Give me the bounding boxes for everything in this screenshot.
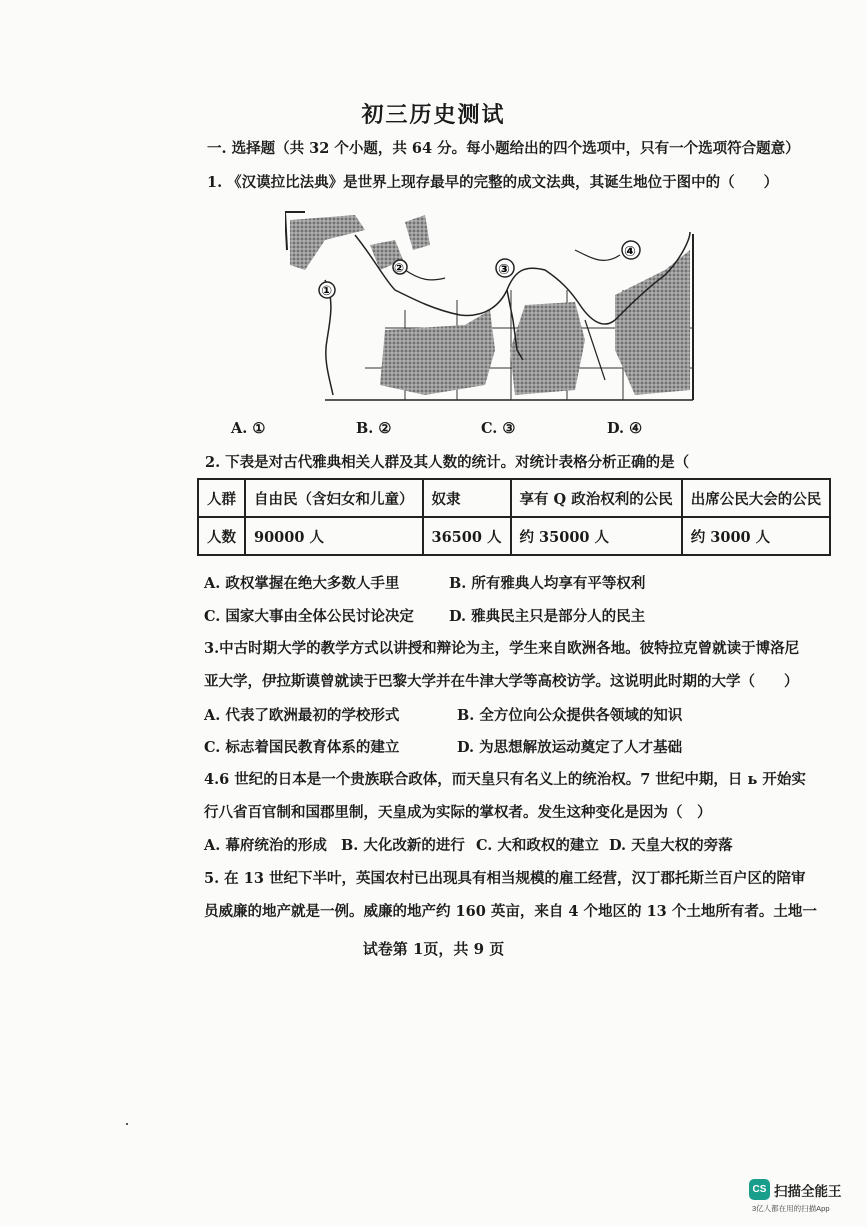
- q1-option-b: B. ②: [356, 420, 392, 437]
- question-5-line-1: 5. 在 13 世纪下半叶，英国农村已出现具有相当规模的雇工经营，汉丁郡托斯兰百户区的陪审: [204, 870, 806, 887]
- athens-population-table: [197, 478, 831, 556]
- question-5-line-2: 员威廉的地产就是一例。威廉的地产约 160 英亩，来自 4 个地区的 13 个土地所有者。土地一: [204, 903, 817, 920]
- table-cell: 享有 Q 政治权利的公民: [511, 479, 682, 517]
- q1-option-c: C. ③: [481, 420, 516, 437]
- table-cell: 人数: [198, 517, 245, 555]
- table-cell: 90000 人: [245, 517, 423, 555]
- q3-option-c: C. 标志着国民教育体系的建立: [204, 739, 400, 756]
- scanner-app-name: 扫描全能王: [774, 1184, 842, 1199]
- scanner-tagline: 3亿人都在用的扫描App: [752, 1204, 830, 1213]
- q2-option-a: A. 政权掌握在绝大多数人手里: [204, 575, 400, 592]
- page-number: 试卷第 1页，共 9 页: [362, 940, 505, 958]
- camscanner-logo-icon: CS: [749, 1179, 770, 1200]
- table-header-row: [198, 479, 830, 517]
- question-3-line-1: 3.中古时期大学的教学方式以讲授和辩论为主，学生来自欧洲各地。彼特拉克曾就读于博洛尼: [204, 640, 800, 657]
- table-row: [198, 517, 830, 555]
- map-marker-4: ④: [624, 244, 636, 260]
- page-title: 初三历史测试: [361, 102, 506, 128]
- table-cell: 人群: [198, 479, 245, 517]
- q3-option-d: D. 为思想解放运动奠定了人才基础: [457, 739, 683, 756]
- question-1-stem: 1. 《汉谟拉比法典》是世界上现存最早的完整的成文法典，其诞生地位于图中的（ ）: [207, 174, 779, 191]
- q2-option-c: C. 国家大事由全体公民讨论决定: [204, 608, 414, 625]
- question-4-line-1: 4.6 世纪的日本是一个贵族联合政体，而天皇只有名义上的统治权。7 世纪中期，日 ь 开始实: [204, 771, 806, 788]
- asia-map-figure: [285, 210, 695, 408]
- q2-option-b: B. 所有雅典人均享有平等权利: [449, 575, 646, 592]
- question-2-stem: 2. 下表是对古代雅典相关人群及其人数的统计。对统计表格分析正确的是（: [205, 454, 690, 471]
- q4-option-d: D. 天皇大权的旁落: [609, 837, 733, 854]
- table-cell: 出席公民大会的公民: [682, 479, 831, 517]
- question-3-line-2: 亚大学，伊拉斯谟曾就读于巴黎大学并在牛津大学等高校访学。这说明此时期的大学（ ）: [204, 673, 799, 690]
- q1-option-d: D. ④: [607, 420, 643, 437]
- table-cell: 自由民（含妇女和儿童）: [245, 479, 423, 517]
- table-cell: 约 3000 人: [682, 517, 831, 555]
- question-4-line-2: 行八省百官制和国郡里制，天皇成为实际的掌权者。发生这种变化是因为（ ）: [204, 804, 712, 821]
- map-marker-2: ②: [394, 261, 405, 275]
- q4-option-a: A. 幕府统治的形成: [204, 837, 327, 854]
- q1-option-a: A. ①: [231, 420, 266, 437]
- section-heading: 一. 选择题（共 32 个小题，共 64 分。每小题给出的四个选项中，只有一个选项符合题意）: [207, 140, 800, 157]
- q2-option-d: D. 雅典民主只是部分人的民主: [449, 608, 646, 625]
- map-marker-1: ①: [321, 284, 333, 299]
- scan-speck: [126, 1123, 128, 1125]
- q3-option-b: B. 全方位向公众提供各领域的知识: [457, 707, 683, 724]
- table-cell: 36500 人: [423, 517, 511, 555]
- q4-option-b: B. 大化改新的进行: [341, 837, 465, 854]
- q3-option-a: A. 代表了欧洲最初的学校形式: [204, 707, 400, 724]
- map-marker-3: ③: [498, 262, 510, 278]
- q4-option-c: C. 大和政权的建立: [476, 837, 599, 854]
- table-cell: 约 35000 人: [511, 517, 682, 555]
- table-cell: 奴隶: [423, 479, 511, 517]
